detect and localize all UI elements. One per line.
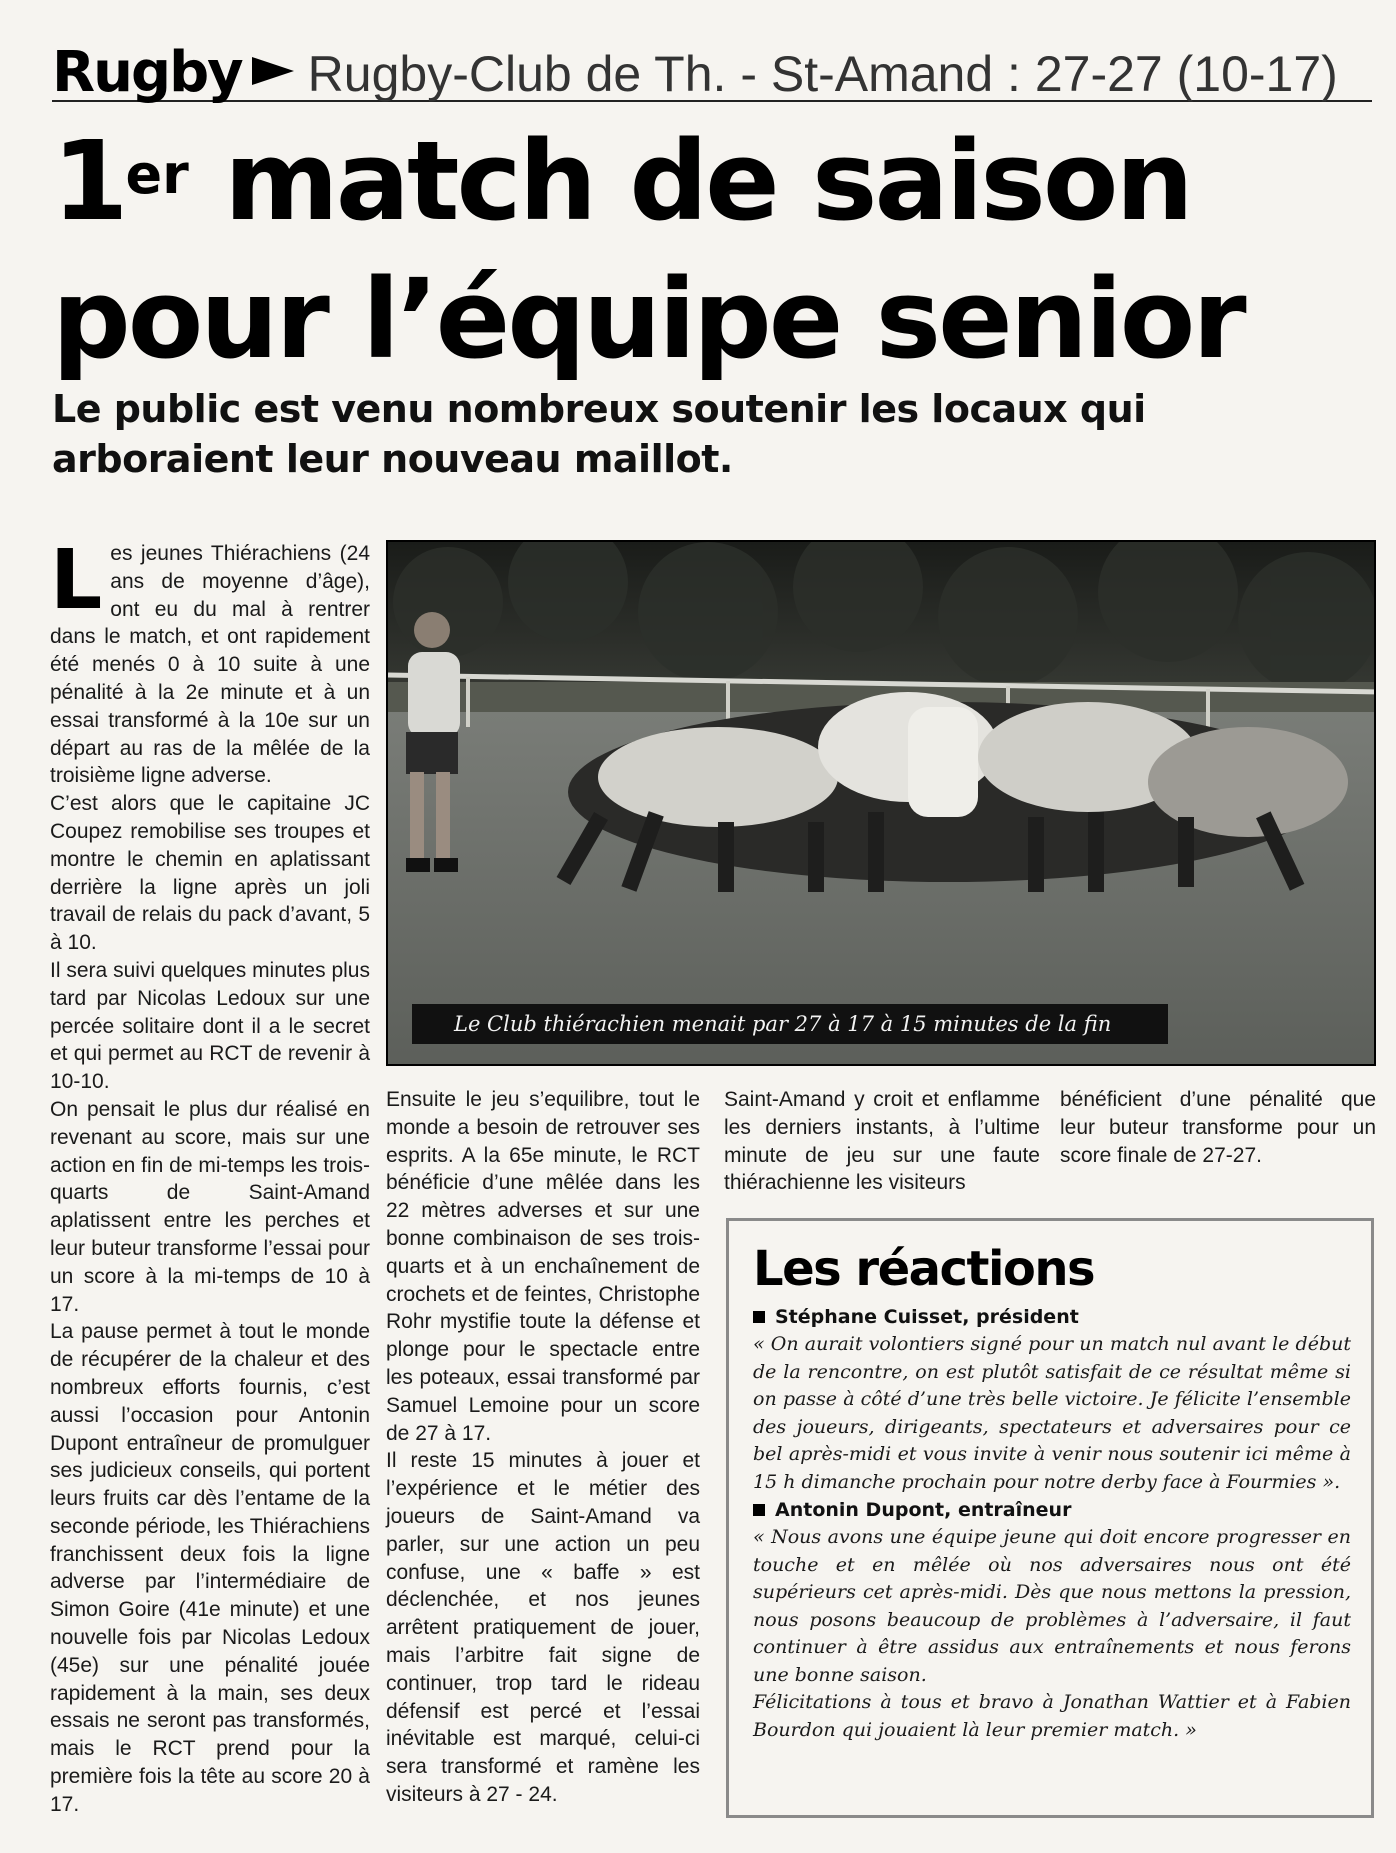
paragraph: Il reste 15 minutes à jouer et l’expérience et le métier des joueurs de Saint-Amand va parler, sur une action un peu confuse, une « baffe » est déclenchée, et nos jeunes arrêtent pratiquement de jouer, mais l’arbitre fait signe de continuer, trop tard le rideau défensif est percé et l’essai inévitable est marqué, celui-ci sera transformé et ramène les visiteurs à 27 - 24. <box>386 1449 700 1806</box>
speaker-name: Antonin Dupont, entraîneur <box>775 1499 1072 1521</box>
reactions-box <box>726 1218 1374 1818</box>
paragraph: C’est alors que le capitaine JC Coupez remobilise ses troupes et montre le chemin en aplatissant derrière la ligne après un joli travail de relais du pack d’avant, 5 à 10. <box>50 792 370 955</box>
speaker-heading <box>753 1496 1351 1524</box>
paragraph: Saint-Amand y croit et enflamme les derniers instants, à l’ultime minute de jeu sur une faute thiérachienne les visiteurs <box>724 1088 1040 1195</box>
headline-line-1-text: match de saison <box>188 117 1191 245</box>
reactions-title: Les réactions <box>753 1241 1095 1297</box>
paragraph: Ensuite le jeu s’equilibre, tout le monde a besoin de retrouver ses esprits. A la 65e minute, le RCT bénéficie d’une mêlée dans les 22 mètres adverses et sur une bonne combinaison de ses trois-quarts et à un enchaînement de crochets et de feintes, Christophe Rohr mystifie toute la défense et plonge pour le spectacle entre les poteaux, essai transformé par Samuel Lemoine pour un score de 27 à 17. <box>386 1088 700 1445</box>
match-score-line: Rugby-Club de Th. - St-Amand : 27-27 (10-17) <box>307 46 1338 102</box>
paragraph: bénéficient d’une pénalité que leur buteur transforme pour un score finale de 27-27. <box>1060 1088 1376 1167</box>
paragraph: La pause permet à tout le monde de récupérer de la chaleur et des nombreux efforts fournis, c’est aussi l’occasion pour Antonin Dupont entraîneur de promulguer ses judicieux conseils, qui portent leurs fruits car dès l’entame de la seconde période, les Thiérachiens franchissent deux fois la ligne adverse par l’intermédiaire de Simon Goire (41e minute) et une nouvelle fois par Nicolas Ledoux (45e) sur une pénalité jouée rapidement à la main, ses deux essais ne seront pas transformés, mais le RCT prend pour la première fois la tête au score 20 à 17. <box>50 1320 370 1816</box>
bullet-square-icon <box>753 1504 765 1516</box>
speaker-quote: « Nous avons une équipe jeune qui doit encore progresser en touche et en mêlée où nos adversaires nous ont été supérieurs cet après-midi. Dès que nous mettons la pression, nous posons beaucoup de problèmes à l’adversaire, il faut continuer à être assidus aux entraînements et nous ferons une bonne saison. <box>753 1526 1351 1686</box>
paragraph: On pensait le plus dur réalisé en revenant au score, mais sur une action en fin de mi-temps les trois-quarts de Saint-Amand aplatissent entre les perches et leur buteur transforme l’essai pour un score à la mi-temps de 10 à 17. <box>50 1097 370 1316</box>
headline-line-1 <box>52 112 1372 250</box>
scrum-photo-illustration <box>388 542 1376 1066</box>
article-column-3 <box>724 1086 1040 1197</box>
speaker-quote: « On aurait volontiers signé pour un match nul avant le début de la rencontre, on est plutôt satisfait de ce résultat même si on passe à côté d’une très belle victoire. Je félicite l’ensemble des joueurs, dirigeants, spectateurs et adversaires pour ce bel après-midi et vous invite à venir nous soutenir ici même à 15 h dimanche prochain pour notre derby face à Fourmies ». <box>753 1333 1351 1493</box>
article-column-2 <box>386 1086 700 1809</box>
paragraph: Il sera suivi quelques minutes plus tard par Nicolas Ledoux sur une percée solitaire dont il a le secret et qui permet au RCT de revenir à 10-10. <box>50 958 370 1094</box>
photo-caption: Le Club thiérachien menait par 27 à 17 à 15 minutes de la fin <box>412 1004 1168 1044</box>
match-photo <box>386 540 1376 1066</box>
article-kicker <box>52 40 1372 105</box>
bullet-square-icon <box>753 1311 765 1323</box>
speaker-quote: Félicitations à tous et bravo à Jonathan Wattier et à Fabien Bourdon qui jouaient là leur premier match. » <box>753 1691 1351 1741</box>
headline-number: 1 <box>52 117 126 245</box>
section-rubric: Rugby <box>52 40 242 105</box>
headline-line-2: pour l’équipe senior <box>52 255 1244 383</box>
arrow-icon <box>252 57 294 85</box>
speaker-name: Stéphane Cuisset, président <box>775 1306 1079 1328</box>
headline <box>52 112 1372 388</box>
article-column-4 <box>1060 1086 1376 1169</box>
article-column-1 <box>50 533 370 1819</box>
article-deck: Le public est venu nombreux soutenir les locaux qui arboraient leur nouveau maillot. <box>52 387 1146 481</box>
speaker-heading <box>753 1303 1351 1331</box>
paragraph: es jeunes Thiérachiens (24 ans de moyenne d’âge), ont eu du mal à rentrer dans le match, et ont rapidement été menés 0 à 10 suite à une pénalité à la 2e minute et à un essai transformé à la 10e sur un départ au ras de la mêlée de la troisième ligne adverse. <box>50 542 370 788</box>
headline-superscript: er <box>125 143 189 206</box>
drop-cap: L <box>50 533 103 628</box>
